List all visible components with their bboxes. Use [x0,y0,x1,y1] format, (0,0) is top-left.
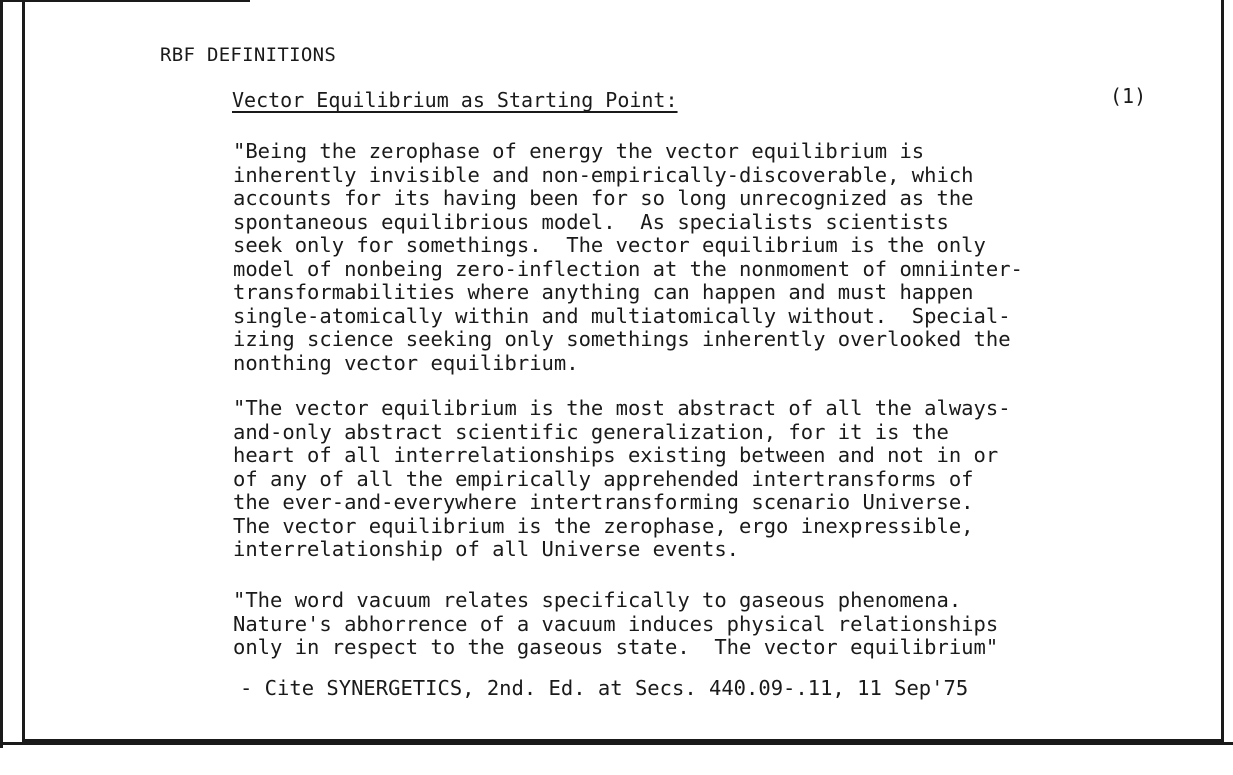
quote-paragraph [233,589,998,660]
quote-paragraph [233,397,1011,562]
bottom-border-rule [0,742,1233,745]
text-line: transformabilities where anything can happen and must happen [233,280,974,304]
text-line: seek only for somethings. The vector equilibrium is the only [233,233,986,257]
quote-paragraph [233,140,1023,375]
text-line: model of nonbeing zero-inflection at the nonmoment of omniinter- [233,256,1023,281]
text-line: Nature's abhorrence of a vacuum induces physical relationships [233,611,999,636]
document-heading: RBF DEFINITIONS [160,44,337,66]
text-line: inherently invisible and non-empirically-discoverable, which [233,162,974,187]
page-number: (1) [1110,84,1147,108]
text-line: the ever-and-everywhere intertransforming scenario Universe. [233,490,974,514]
text-line: interrelationship of all Universe events. [233,537,740,561]
text-line: single-atomically within and multiatomically without. Special- [233,303,1011,328]
text-line: nonthing vector equilibrium. [233,350,579,375]
citation: - Cite SYNERGETICS, 2nd. Ed. at Secs. 440.09-.11, 11 Sep'75 [240,676,969,700]
text-line: of any of all the empirically apprehended intertransforms of [233,466,974,491]
text-line: and-only abstract scientific generalization, for it is the [233,419,949,444]
text-line: "The word vacuum relates specifically to gaseous phenomena. [233,588,962,612]
section-subheading: Vector Equilibrium as Starting Point: [232,88,678,112]
left-border-rule [0,0,3,748]
text-line: The vector equilibrium is the zerophase, ergo inexpressible, [233,513,974,538]
text-line: spontaneous equilibrious model. As specialists scientists [233,209,949,234]
text-line: "Being the zerophase of energy the vector equilibrium is [233,139,925,163]
text-line: izing science seeking only somethings inherently overlooked the [233,327,1011,351]
text-line: "The vector equilibrium is the most abstract of all the always- [233,396,1011,420]
text-line: only in respect to the gaseous state. The vector equilibrium" [233,635,999,659]
text-line: accounts for its having been for so long unrecognized as the [233,186,974,210]
text-line: heart of all interrelationships existing between and not in or [233,443,999,467]
